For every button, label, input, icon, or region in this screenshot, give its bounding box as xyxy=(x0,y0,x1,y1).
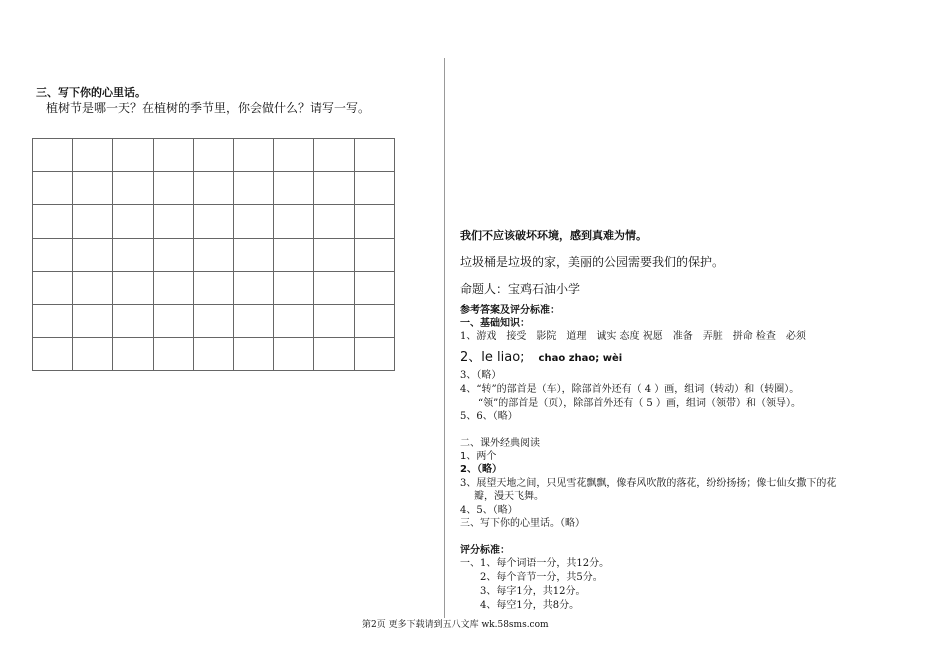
scoring-title: 评分标准： xyxy=(460,545,510,556)
grid-cell xyxy=(193,271,233,304)
grid-cell xyxy=(274,338,314,371)
scoring-4: 4、每空1分，共8分。 xyxy=(480,600,580,611)
part2-title: 二、课外经典阅读 xyxy=(460,438,540,449)
writing-grid xyxy=(32,138,395,371)
grid-cell xyxy=(193,304,233,337)
grid-cell xyxy=(73,172,113,205)
grid-row xyxy=(33,338,395,371)
grid-row xyxy=(33,271,395,304)
grid-cell xyxy=(113,338,153,371)
answers-title: 参考答案及评分标准： xyxy=(460,305,560,316)
grid-cell xyxy=(113,205,153,238)
answer-q5-6: 5、6、（略） xyxy=(460,411,518,422)
grid-cell xyxy=(193,205,233,238)
grid-cell xyxy=(233,205,273,238)
grid-cell xyxy=(274,205,314,238)
grid-cell xyxy=(354,205,394,238)
reading-r2: 2、（略） xyxy=(460,464,502,475)
grid-cell xyxy=(314,139,354,172)
grid-cell xyxy=(153,238,193,271)
answer-q2-part-a: le liao; xyxy=(481,350,525,365)
grid-cell xyxy=(113,139,153,172)
grid-cell xyxy=(33,271,73,304)
grid-cell xyxy=(233,338,273,371)
grid-cell xyxy=(33,205,73,238)
grid-cell xyxy=(153,338,193,371)
grid-cell xyxy=(274,139,314,172)
answer-q3: 3、（略） xyxy=(460,370,502,381)
grid-cell xyxy=(193,338,233,371)
grid-cell xyxy=(233,271,273,304)
grid-cell xyxy=(354,172,394,205)
author-line: 命题人：宝鸡石油小学 xyxy=(460,282,581,296)
grid-cell xyxy=(274,172,314,205)
grid-cell xyxy=(113,271,153,304)
grid-cell xyxy=(153,205,193,238)
grid-row xyxy=(33,304,395,337)
sentence-1: 我们不应该破坏环境，感到真难为情。 xyxy=(460,229,647,242)
grid-cell xyxy=(314,172,354,205)
grid-cell xyxy=(113,172,153,205)
answer-q2-part-b: chao zhao; wèi xyxy=(538,353,623,364)
grid-cell xyxy=(33,139,73,172)
grid-cell xyxy=(314,338,354,371)
grid-cell xyxy=(73,205,113,238)
reading-r4-5: 4、5、（略） xyxy=(460,505,518,516)
grid-cell xyxy=(113,238,153,271)
scoring-1: 一、1、每个词语一分，共12分。 xyxy=(460,558,610,569)
grid-cell xyxy=(73,304,113,337)
grid-cell xyxy=(33,172,73,205)
grid-cell xyxy=(73,338,113,371)
grid-cell xyxy=(193,238,233,271)
answer-q4-line1: 4、“转”的部首是（车），除部首外还有（ 4 ）画，组词（转动）和（转圈）。 xyxy=(460,384,800,395)
grid-cell xyxy=(314,238,354,271)
grid-cell xyxy=(33,304,73,337)
grid-cell xyxy=(73,238,113,271)
grid-cell xyxy=(274,271,314,304)
grid-cell xyxy=(233,304,273,337)
grid-cell xyxy=(193,172,233,205)
reading-r3-line2: 瓣，漫天飞舞。 xyxy=(474,491,544,502)
grid-cell xyxy=(314,205,354,238)
part3-answer: 三、写下你的心里话。（略） xyxy=(460,518,585,529)
grid-cell xyxy=(314,304,354,337)
grid-row xyxy=(33,238,395,271)
grid-cell xyxy=(33,238,73,271)
answer-q2-number: 2、 xyxy=(460,350,482,365)
answer-q4-line2: “领”的部首是（页），除部首外还有（ 5 ）画，组词（领带）和（领导）。 xyxy=(478,398,801,409)
page-footer: 第2页 更多下载请到五八文库 wk.58sms.com xyxy=(362,620,549,630)
grid-cell xyxy=(73,271,113,304)
grid-cell xyxy=(233,238,273,271)
grid-cell xyxy=(193,139,233,172)
grid-cell xyxy=(113,304,153,337)
section3-prompt: 植树节是哪一天？在植树的季节里，你会做什么？请写一写。 xyxy=(46,101,371,115)
grid-cell xyxy=(153,304,193,337)
grid-row xyxy=(33,172,395,205)
grid-cell xyxy=(73,139,113,172)
grid-cell xyxy=(274,304,314,337)
part1-title: 一、基础知识： xyxy=(460,318,530,329)
answer-q2 xyxy=(460,346,622,365)
grid-row xyxy=(33,205,395,238)
grid-cell xyxy=(153,271,193,304)
page-divider xyxy=(444,58,445,618)
grid-cell xyxy=(153,172,193,205)
grid-cell xyxy=(33,338,73,371)
grid-cell xyxy=(354,271,394,304)
grid-cell xyxy=(233,172,273,205)
scoring-3: 3、每字1分，共12分。 xyxy=(480,586,586,597)
grid-cell xyxy=(153,139,193,172)
grid-cell xyxy=(314,271,354,304)
grid-cell xyxy=(354,139,394,172)
section3-title: 三、写下你的心里话。 xyxy=(36,86,146,99)
sentence-2: 垃圾桶是垃圾的家，美丽的公园需要我们的保护。 xyxy=(460,255,725,269)
grid-cell xyxy=(354,238,394,271)
grid-cell xyxy=(233,139,273,172)
answer-q1: 1、游戏 接受 影院 道理 诚实 态度 祝愿 准备 弄脏 拼命 检查 必须 xyxy=(460,331,806,342)
grid-cell xyxy=(354,304,394,337)
reading-r3-line1: 3、展望天地之间，只见雪花飘飘，像春风吹散的落花，纷纷扬扬；像七仙女撒下的花 xyxy=(460,478,837,489)
reading-r1: 1、两个 xyxy=(460,451,497,462)
grid-cell xyxy=(354,338,394,371)
grid-cell xyxy=(274,238,314,271)
scoring-2: 2、每个音节一分，共5分。 xyxy=(480,572,603,583)
grid-row xyxy=(33,139,395,172)
